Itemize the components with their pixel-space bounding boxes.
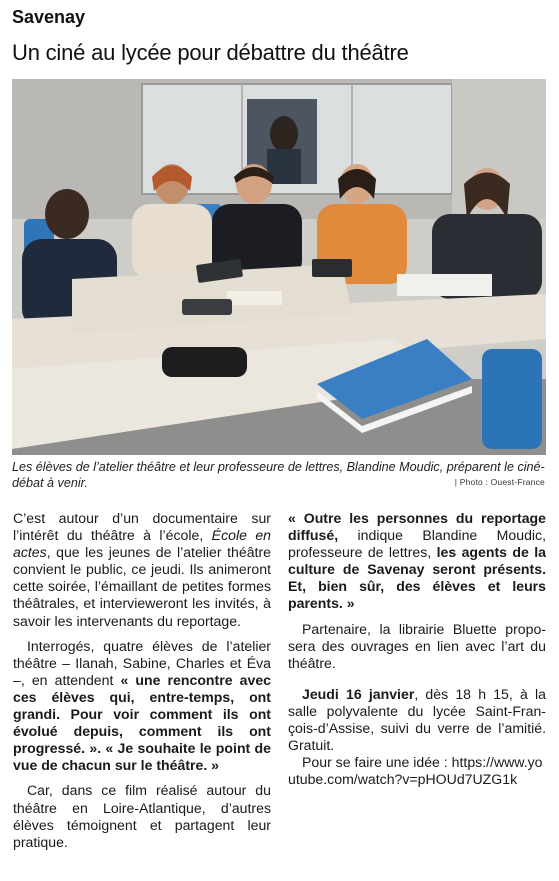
paragraph-intro [13, 510, 271, 630]
photo-credit-source: Ouest-France [490, 477, 545, 487]
event-details: , dès 18 h 15, à la salle polyvalente du lycée Saint-François-d’Assise, suivi du verre de l’amitié. Gratuit. [288, 685, 546, 754]
event-date: Jeudi 16 janvier [302, 685, 415, 702]
article-column-left [13, 510, 271, 851]
documentary-title: École en actes [13, 527, 271, 561]
p3-text: Car, dans ce film réalisé autour du théâtre en Loire-Atlantique, d’autres élèves témoignent et partagent leur pratique. [13, 782, 271, 850]
p2-text-a: Interrogés, quatre élèves de l’atelier théâtre – Ilanah, Sabine, Charles et Éva –, en attendent [13, 637, 271, 688]
p2-quote: « une rencontre avec ces élèves qui, entre-temps, ont grandi. Pour voir comment ils ont évolué depuis, comment ils ont progressé. ». « Je souhaite le point de vue de chacun sur le théâtre. » [13, 671, 271, 774]
section-kicker: Savenay [12, 7, 86, 27]
article-column-right [288, 510, 546, 788]
p3-quote-a: « Outre les personnes du reportage diffusé, [288, 510, 546, 544]
photo-caption: Les élèves de l’atelier théâtre et leur professeure de lettres, Blandine Moudic, préparent le ciné-débat à venir. [12, 460, 545, 490]
p3-mid: indique Blandine Moudic, professeure de lettres, [288, 527, 546, 561]
photo-credit [455, 477, 545, 487]
paragraph-students [13, 638, 271, 775]
paragraph-partner: Partenaire, la librairie Bluette proposera des ouvrages en lien avec l’art du théâtre. [288, 620, 546, 671]
p3-quote-b: les agents de la culture de Savenay seront présents. Et, bien sûr, des élèves et leurs parents. » [288, 544, 546, 612]
paragraph-film-continued [288, 510, 546, 613]
paragraph-event-info [288, 686, 546, 754]
p1-text-a: C’est autour d’un documentaire sur l’intérêt du théâtre à l’école, [13, 510, 271, 544]
article-headline: Un ciné au lycée pour débattre du théâtre [12, 40, 409, 65]
photo-credit-prefix: | Photo : [454, 477, 491, 487]
p1-text-b: , que les jeunes de l’atelier théâtre convient le public, ce jeudi. Ils animeront cette soirée, l’émaillant de petites formes théâtrales, et intervieweront les invités, à savoir les intervenants du reportage. [13, 544, 271, 629]
article-photo [12, 79, 546, 455]
paragraph-film [13, 782, 271, 850]
paragraph-video-link: Pour se faire une idée : https://www.youtube.com/watch?v=pHOUd7UZG1k [288, 754, 543, 788]
